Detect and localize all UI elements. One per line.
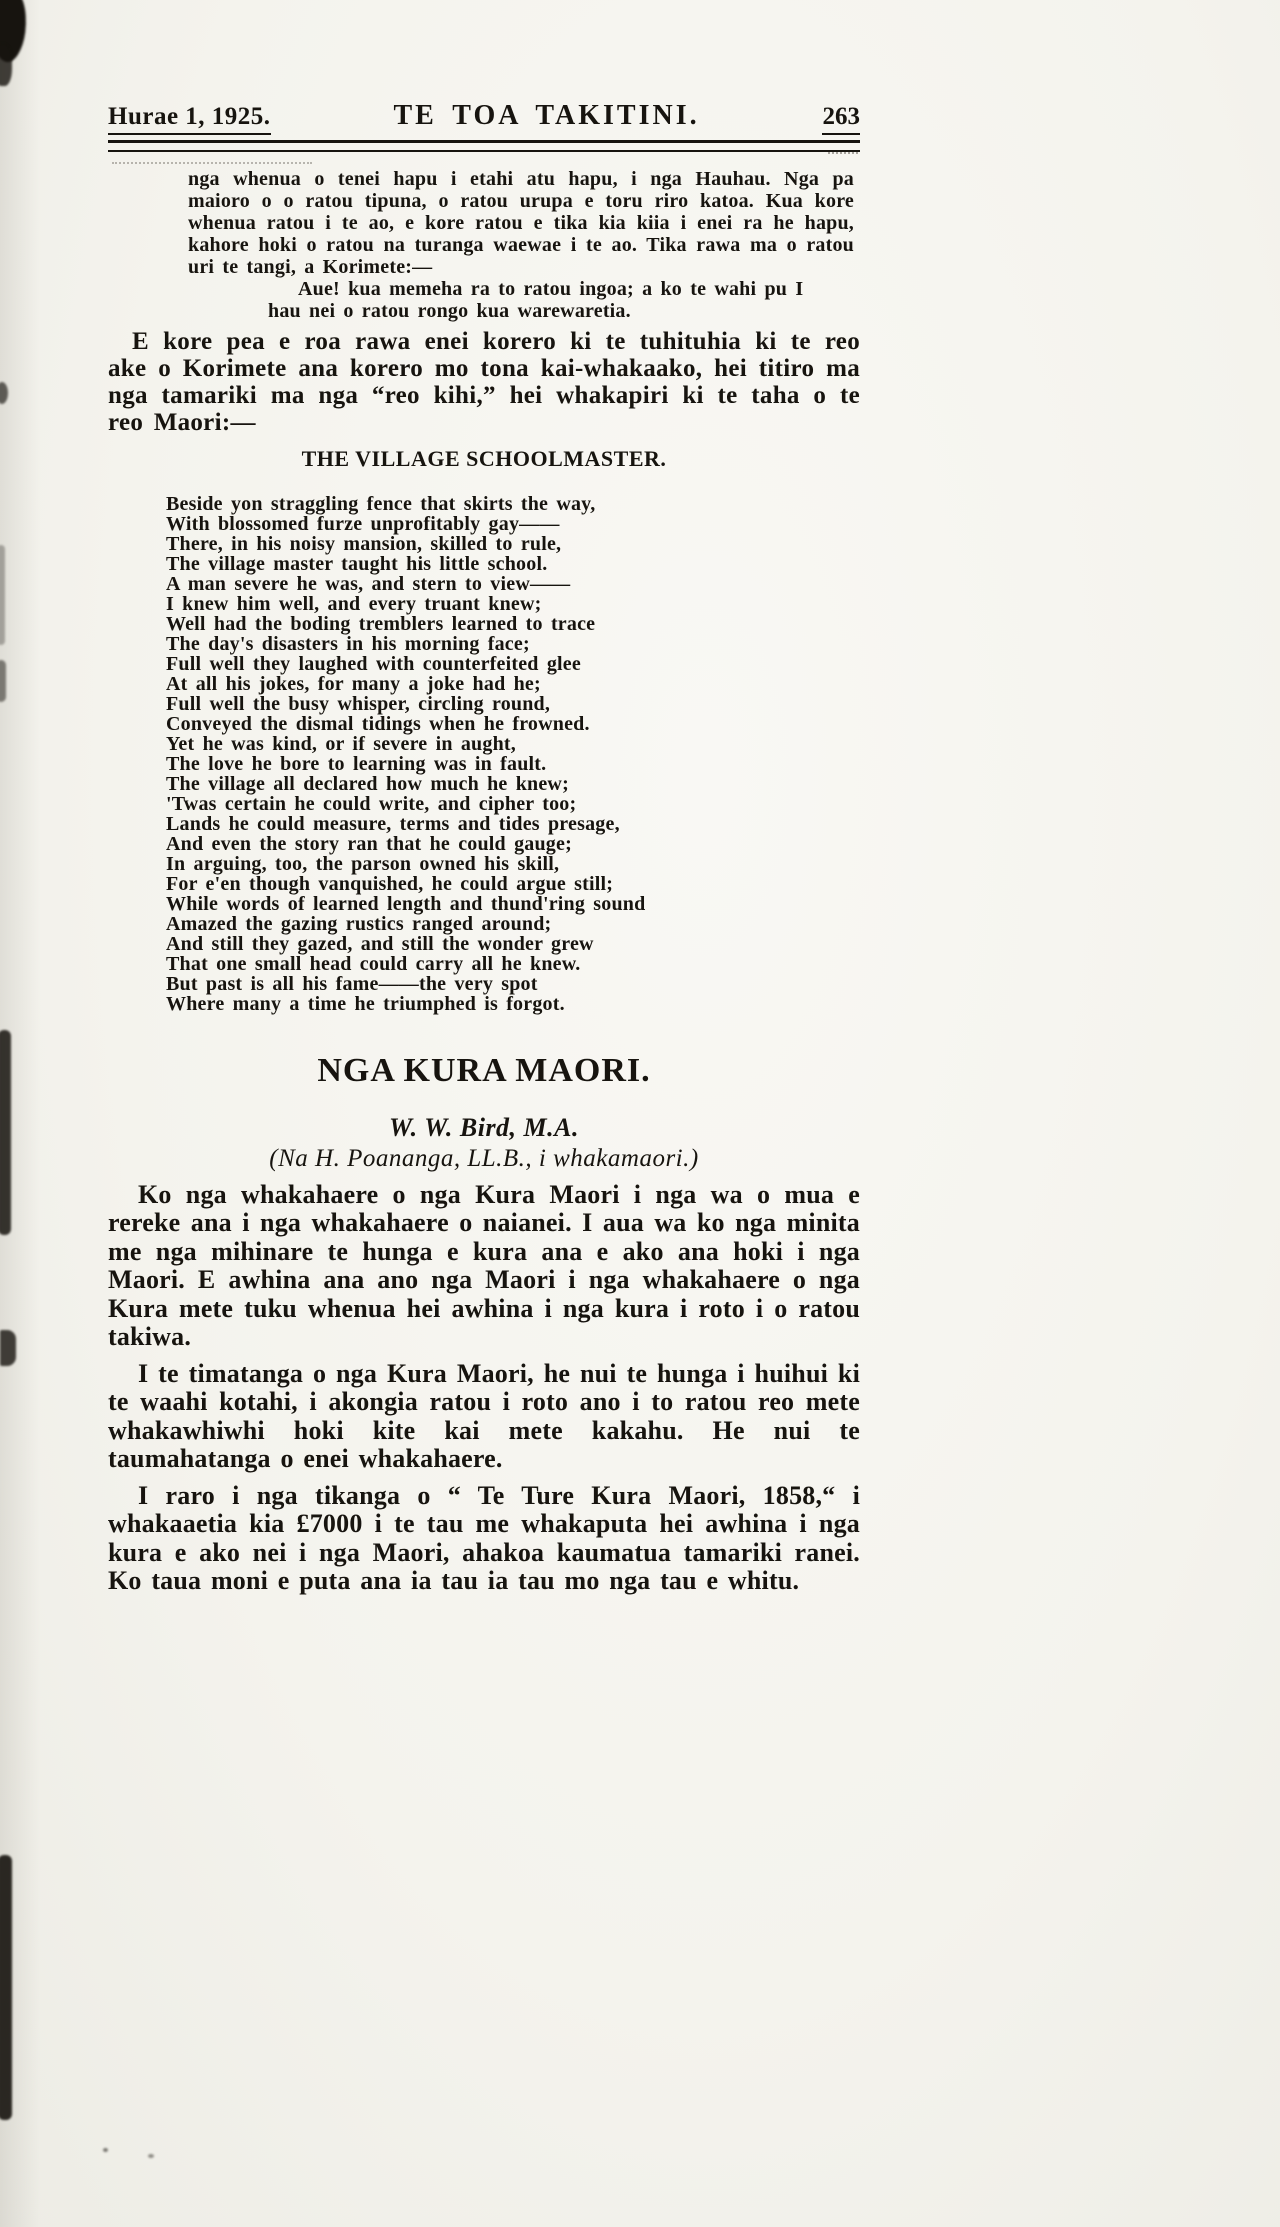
poem-line: For e'en though vanquished, he could argue still; [166,873,614,895]
poem-line: The day's disasters in his morning face; [166,633,530,655]
poem-line: That one small head could carry all he knew. [166,953,581,975]
poem-line: Lands he could measure, terms and tides presage, [166,813,620,835]
ink-smudge [0,1030,11,1235]
poem-line: The love he bore to learning was in fault. [166,753,547,775]
article-nga-kura-maori [108,1052,860,1596]
poem-line: In arguing, too, the parson owned his skill, [166,853,560,875]
intro-paragraph: nga whenua o tenei hapu i etahi atu hapu, i nga Hauhau. Nga pa maioro o o ratou tipuna, o ratou urupa e toru riro katoa. Kua kore whenua ratou i te ao, e kore ratou e tika kia kiia i enei ra he hapu, kahore hoki o ratou na turanga waewae i te ao. Tika rawa ma o ratou uri te tangi, a Korimete:— [188,168,854,278]
poem [166,494,860,1014]
poem-line: The village all declared how much he knew; [166,773,569,795]
poem-line: There, in his noisy mansion, skilled to rule, [166,533,562,555]
page-header [108,100,860,135]
intro-quote: Aue! kua memeha ra to ratou ingoa; a ko te wahi pu I hau nei o ratou rongo kua warewaretia. [268,278,804,322]
poem-line: And still they gazed, and still the wonder grew [166,933,594,955]
ink-smudge [0,660,6,702]
poem-line: 'Twas certain he could write, and cipher too; [166,793,577,815]
scan-edge-shading [0,0,40,2227]
article-translator: (Na H. Poananga, LL.B., i whakamaori.) [269,1144,699,1172]
article-title: NGA KURA MAORI. [317,1052,651,1089]
scan-smudge [828,152,858,154]
ink-smudge [0,545,5,645]
poem-line: And even the story ran that he could gauge; [166,833,572,855]
journal-title: TE TOA TAKITINI. [393,100,700,131]
poem-line: Where many a time he triumphed is forgot. [166,993,565,1015]
ink-smudge [103,2148,108,2152]
page-number: 263 [822,103,860,135]
ink-smudge [0,382,8,404]
poem-line: I knew him well, and every truant knew; [166,593,542,615]
ink-smudge [148,2154,154,2158]
article-author: W. W. Bird, M.A. [388,1112,580,1142]
poem-line: With blossomed furze unprofitably gay—— [166,513,560,535]
poem-line: Full well they laughed with counterfeited glee [166,653,581,675]
poem-line: The village master taught his little school. [166,553,548,575]
poem-line: Yet he was kind, or if severe in aught, [166,733,516,755]
poem-line: At all his jokes, for many a joke had he; [166,673,541,695]
poem-line: Full well the busy whisper, circling round, [166,693,551,715]
issue-date: Hurae 1, 1925. [108,103,271,135]
poem-line: Well had the boding tremblers learned to trace [166,613,596,635]
scan-smudge [112,162,312,164]
intro-comment: E kore pea e roa rawa enei korero ki te tuhituhia ki te reo ake o Korimete ana korero mo tona kai-whakaako, hei titiro ma nga tamariki ma nga “reo kihi,” hei whakapiri ki te taha o te reo Maori:— [108,328,860,436]
poem-line: Conveyed the dismal tidings when he frowned. [166,713,590,735]
poem-line: Beside yon straggling fence that skirts the way, [166,493,596,515]
poem-line: While words of learned length and thund'ring sound [166,893,646,915]
poem-line: A man severe he was, and stern to view—— [166,573,571,595]
header-rule [108,140,860,152]
ink-smudge [0,1330,16,1366]
ink-smudge [0,44,12,86]
poem-title: THE VILLAGE SCHOOLMASTER. [301,446,667,471]
poem-line: Amazed the gazing rustics ranged around; [166,913,552,935]
article-paragraph: Ko nga whakahaere o nga Kura Maori i nga wa o mua e rereke ana i nga whakahaere o naianei. I aua wa ko nga minita me nga mihinare te hunga e kura ana e ako ana hoki i nga Maori. E awhina ana ano nga Maori i nga whakahaere o nga Kura mete tuku whenua hei awhina i nga kura i roto i o ratou takiwa. [108,1179,860,1352]
ink-smudge [0,0,30,64]
page-content [108,100,860,1596]
article-paragraph: I te timatanga o nga Kura Maori, he nui te hunga i huihui ki te waahi kotahi, i akongia ratou i roto ano i to ratou reo mete whakawhiwhi hoki kite kai mete kakahu. He nui te taumahatanga o enei whakahaere. [108,1358,860,1474]
article-paragraph: I raro i nga tikanga o “ Te Ture Kura Maori, 1858,“ i whakaaetia kia £7000 i te tau me whakaputa hei awhina i nga kura e ako nei i nga Maori, ahakoa kaumatua tamariki ranei. Ko taua moni e puta ana ia tau ia tau mo nga tau e whitu. [108,1480,860,1596]
poem-line: But past is all his fame——the very spot [166,973,538,995]
ink-smudge [0,1855,12,2120]
